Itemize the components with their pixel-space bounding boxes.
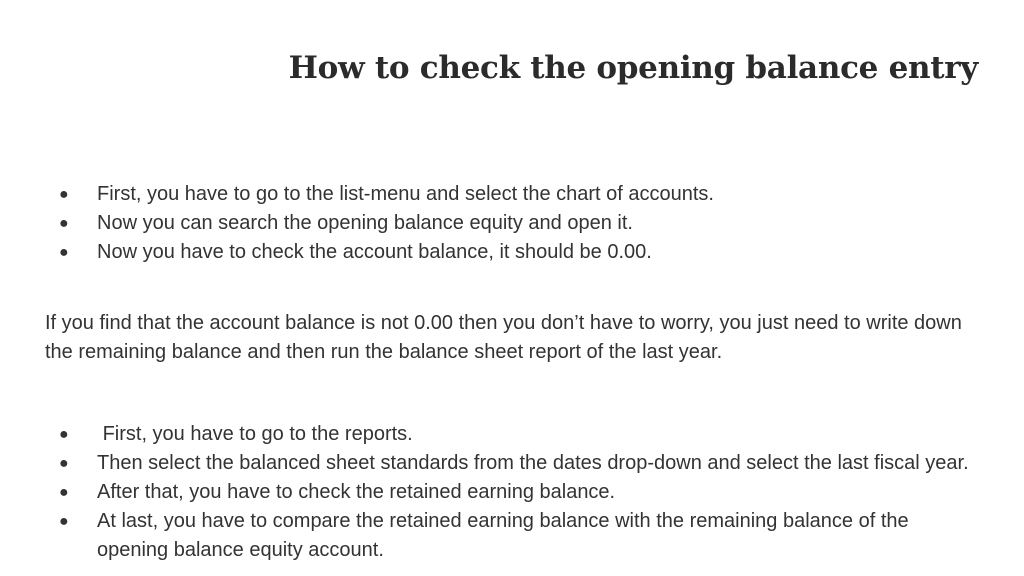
list-item xyxy=(0,507,982,565)
list-item-text: Now you can search the opening balance equity and open it. xyxy=(97,212,633,234)
list-item xyxy=(0,478,982,507)
list-item-text: After that, you have to check the retained earning balance. xyxy=(97,481,616,503)
list-item-text: First, you have to go to the reports. xyxy=(97,423,413,445)
steps-list-first xyxy=(0,180,982,267)
bullet-icon: ● xyxy=(59,426,69,443)
bullet-icon: ● xyxy=(59,455,69,472)
list-item xyxy=(0,238,982,267)
list-item xyxy=(0,209,982,238)
bullet-icon: ● xyxy=(59,484,69,501)
explanation-paragraph: If you find that the account balance is not 0.00 then you don’t have to worry, you just need to write down the remaining balance and then run the balance sheet report of the last year. xyxy=(45,312,962,363)
slide-title: How to check the opening balance entry xyxy=(288,50,978,86)
list-item xyxy=(0,420,982,449)
bullet-icon: ● xyxy=(59,513,69,530)
list-item-text: At last, you have to compare the retained earning balance with the remaining balance of the opening balance equity account. xyxy=(97,510,909,561)
list-item-text: Now you have to check the account balance, it should be 0.00. xyxy=(97,241,652,263)
steps-list-second xyxy=(0,420,982,565)
list-item-text: First, you have to go to the list-menu and select the chart of accounts. xyxy=(97,183,714,205)
list-item xyxy=(0,180,982,209)
list-item xyxy=(0,449,982,478)
bullet-icon: ● xyxy=(59,244,69,261)
bullet-icon: ● xyxy=(59,186,69,203)
bullet-icon: ● xyxy=(59,215,69,232)
list-item-text: Then select the balanced sheet standards from the dates drop-down and select the last fiscal year. xyxy=(97,452,969,474)
